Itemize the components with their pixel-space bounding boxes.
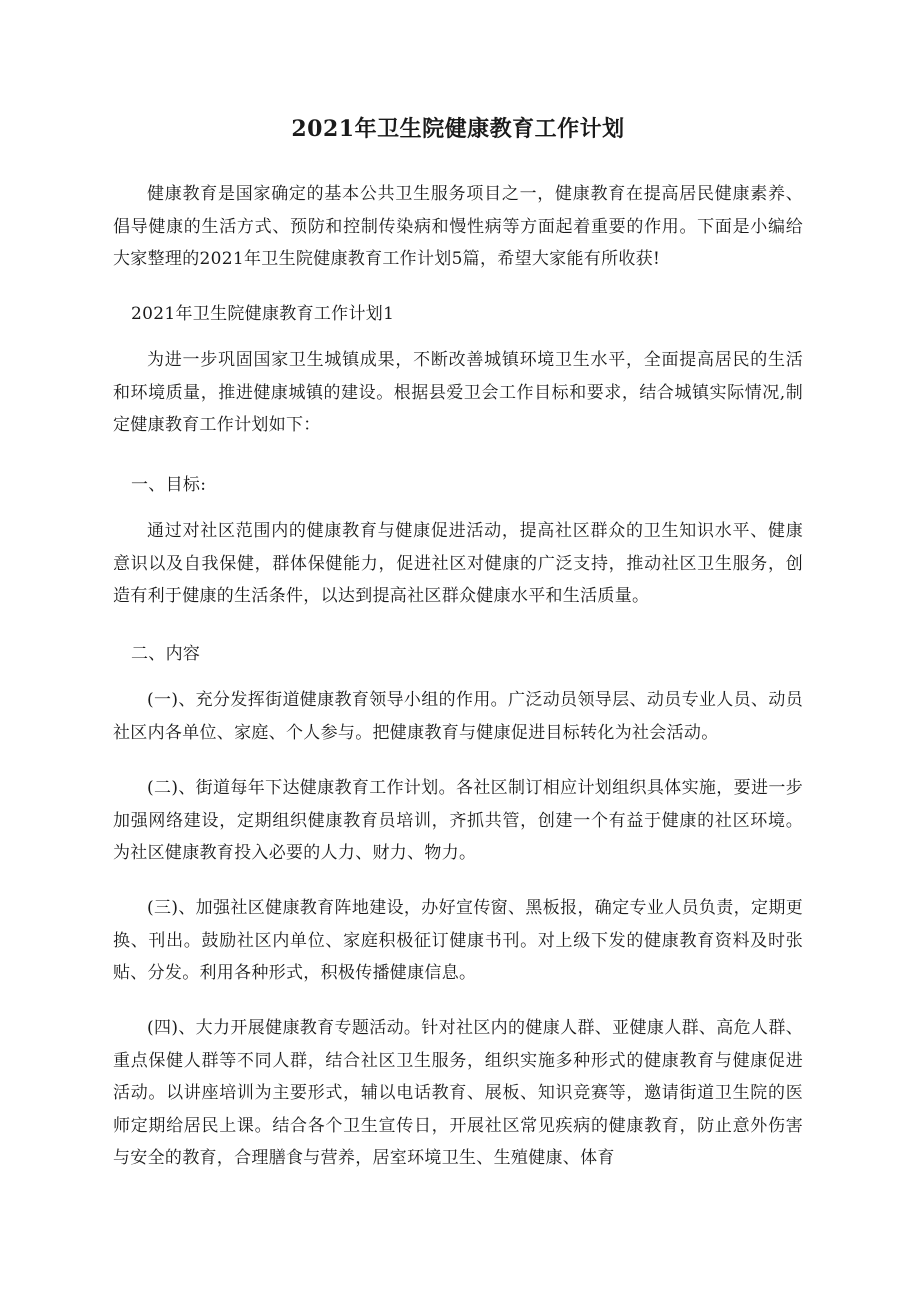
background-paragraph: 为进一步巩固国家卫生城镇成果，不断改善城镇环境卫生水平，全面提高居民的生活和环境质量，推进健康城镇的建设。根据县爱卫会工作目标和要求，结合城镇实际情况,制定健康教育工作计划如下：	[113, 350, 803, 435]
goal-heading: 一、目标:	[131, 475, 207, 495]
content-item-3: (三)、加强社区健康教育阵地建设，办好宣传窗、黑板报，确定专业人员负责，定期更换、刊出。鼓励社区内单位、家庭积极征订健康书刊。对上级下发的健康教育资料及时张贴、分发。利用各种形式，积极传播健康信息。	[113, 898, 803, 983]
content-item-4: (四)、大力开展健康教育专题活动。针对社区内的健康人群、亚健康人群、高危人群、重点保健人群等不同人群，结合社区卫生服务，组织实施多种形式的健康教育与健康促进活动。以讲座培训为主要形式，辅以电话教育、展板、知识竞赛等，邀请街道卫生院的医师定期给居民上课。结合各个卫生宣传日，开展社区常见疾病的健康教育，防止意外伤害与安全的教育，合理膳食与营养，居室环境卫生、生殖健康、体育	[113, 1018, 803, 1168]
goal-paragraph: 通过对社区范围内的健康教育与健康促进活动，提高社区群众的卫生知识水平、健康意识以及自我保健，群体保健能力，促进社区对健康的广泛支持，推动社区卫生服务，创造有利于健康的生活条件，以达到提高社区群众健康水平和生活质量。	[113, 521, 803, 606]
content-heading: 二、内容	[131, 644, 201, 664]
intro-paragraph: 健康教育是国家确定的基本公共卫生服务项目之一，健康教育在提高居民健康素养、倡导健康的生活方式、预防和控制传染病和慢性病等方面起着重要的作用。下面是小编给大家整理的2021年卫生院健康教育工作计划5篇，希望大家能有所收获!	[113, 184, 803, 269]
document-title: 2021年卫生院健康教育工作计划	[291, 116, 625, 142]
content-item-1: (一)、充分发挥街道健康教育领导小组的作用。广泛动员领导层、动员专业人员、动员社区内各单位、家庭、个人参与。把健康教育与健康促进目标转化为社会活动。	[113, 690, 803, 743]
section-title: 2021年卫生院健康教育工作计划1	[131, 304, 395, 324]
content-item-2: (二)、街道每年下达健康教育工作计划。各社区制订相应计划组织具体实施，要进一步加强网络建设，定期组织健康教育员培训，齐抓共管，创建一个有益于健康的社区环境。为社区健康教育投入必要的人力、财力、物力。	[113, 778, 803, 863]
